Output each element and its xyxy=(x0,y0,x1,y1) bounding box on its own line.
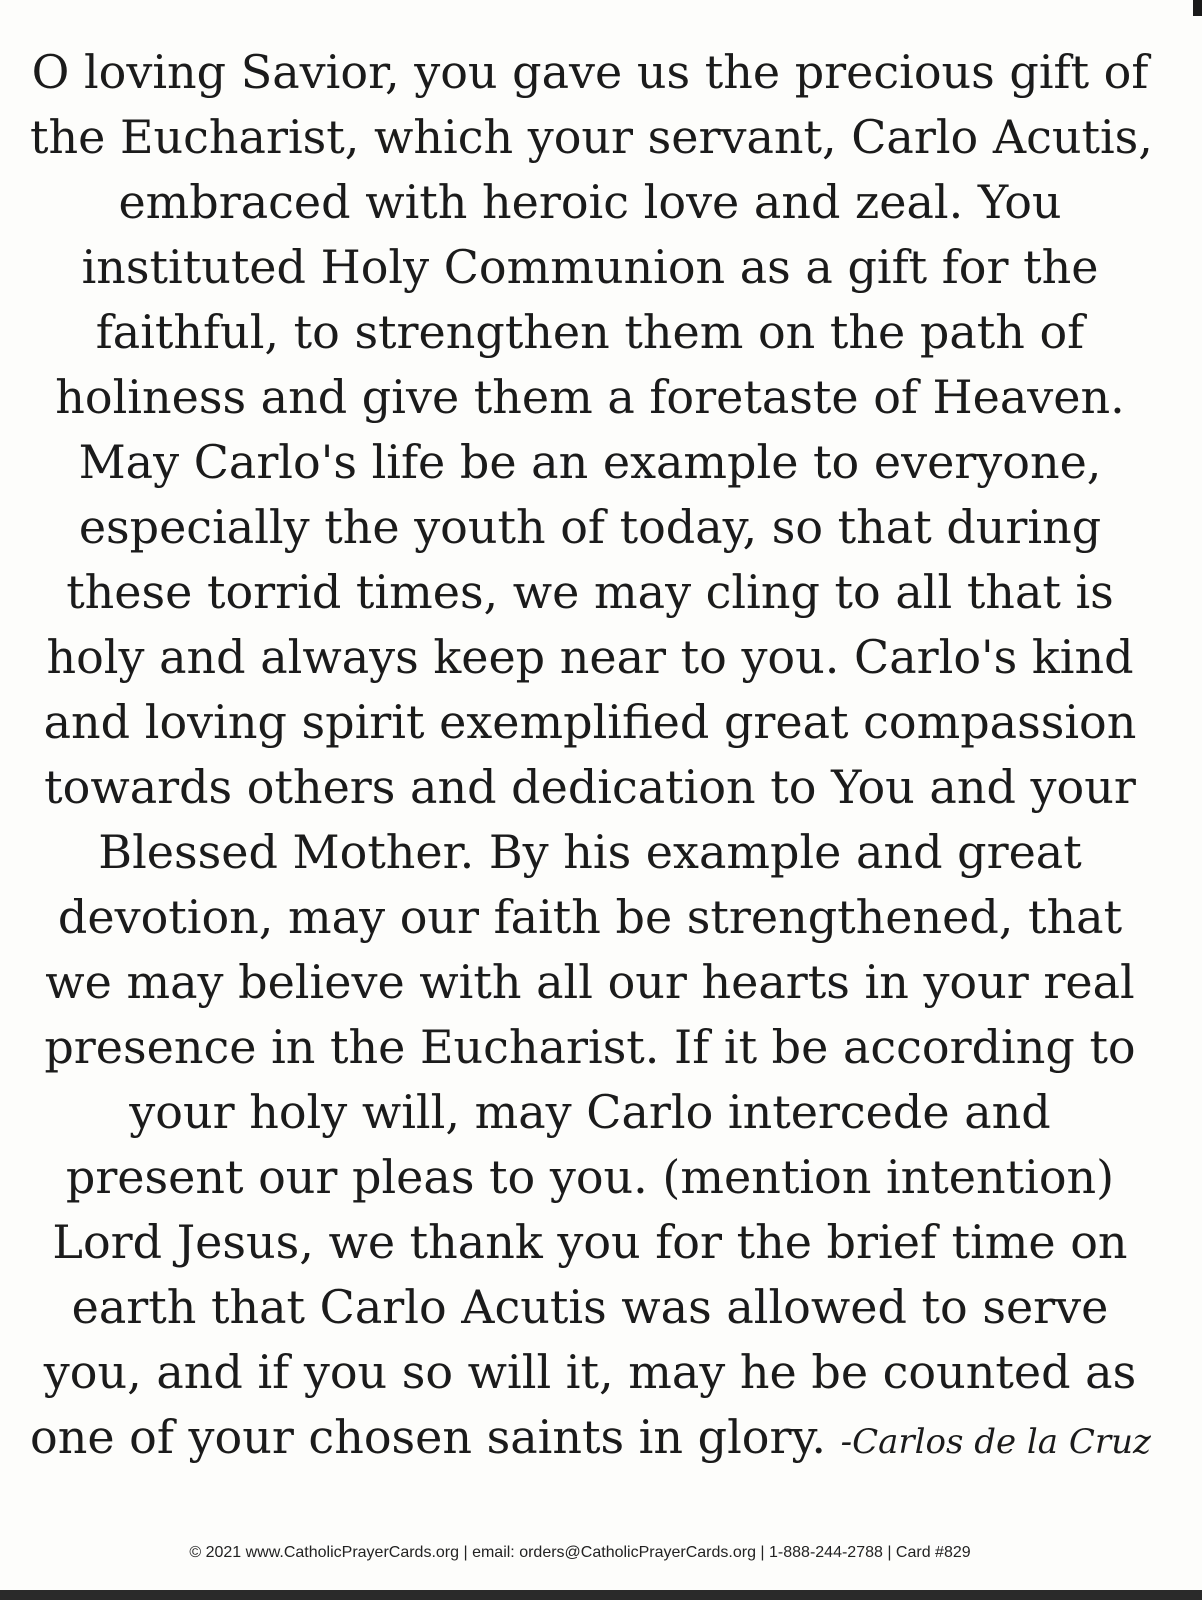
prayer-line: especially the youth of today, so that during xyxy=(78,500,1102,554)
prayer-line: Lord Jesus, we thank you for the brief time on xyxy=(52,1215,1128,1269)
prayer-line: O loving Savior, you gave us the precious gift of xyxy=(31,45,1149,99)
prayer-line: you, and if you so will it, may he be counted as xyxy=(43,1345,1137,1399)
prayer-line: faithful, to strengthen them on the path of xyxy=(95,305,1085,359)
prayer-line: one of your chosen saints in glory. xyxy=(30,1410,826,1464)
prayer-line: we may believe with all our hearts in your real xyxy=(45,955,1135,1009)
prayer-last-line xyxy=(30,1405,1150,1475)
prayer-line: your holy will, may Carlo intercede and xyxy=(129,1085,1051,1139)
footer-copyright: © 2021 www.CatholicPrayerCards.org | email: orders@CatholicPrayerCards.org | 1-888-244-2788 | Card #829 xyxy=(189,1544,971,1561)
prayer-line: holiness and give them a foretaste of Heaven. xyxy=(55,370,1125,424)
prayer-line: towards others and dedication to You and your xyxy=(44,760,1136,814)
prayer-line: present our pleas to you. (mention intention) xyxy=(65,1150,1115,1204)
prayer-line: and loving spirit exemplified great compassion xyxy=(43,695,1137,749)
prayer-line: May Carlo's life be an example to everyone, xyxy=(78,435,1102,489)
scan-edge-right xyxy=(1193,0,1202,16)
author-signature: -Carlos de la Cruz xyxy=(840,1422,1151,1462)
prayer-line: the Eucharist, which your servant, Carlo Acutis, xyxy=(30,110,1153,164)
prayer-line: devotion, may our faith be strengthened, that xyxy=(57,890,1123,944)
scan-edge-bottom xyxy=(0,1590,1202,1600)
prayer-line: instituted Holy Communion as a gift for the xyxy=(81,240,1099,294)
prayer-line: embraced with heroic love and zeal. You xyxy=(118,175,1062,229)
prayer-line: these torrid times, we may cling to all that is xyxy=(66,565,1114,619)
prayer-line: earth that Carlo Acutis was allowed to serve xyxy=(71,1280,1109,1334)
prayer-line: Blessed Mother. By his example and great xyxy=(98,825,1082,879)
prayer-text xyxy=(30,40,1153,1475)
prayer-line: presence in the Eucharist. If it be according to xyxy=(44,1020,1136,1074)
prayer-line: holy and always keep near to you. Carlo's kind xyxy=(46,630,1134,684)
